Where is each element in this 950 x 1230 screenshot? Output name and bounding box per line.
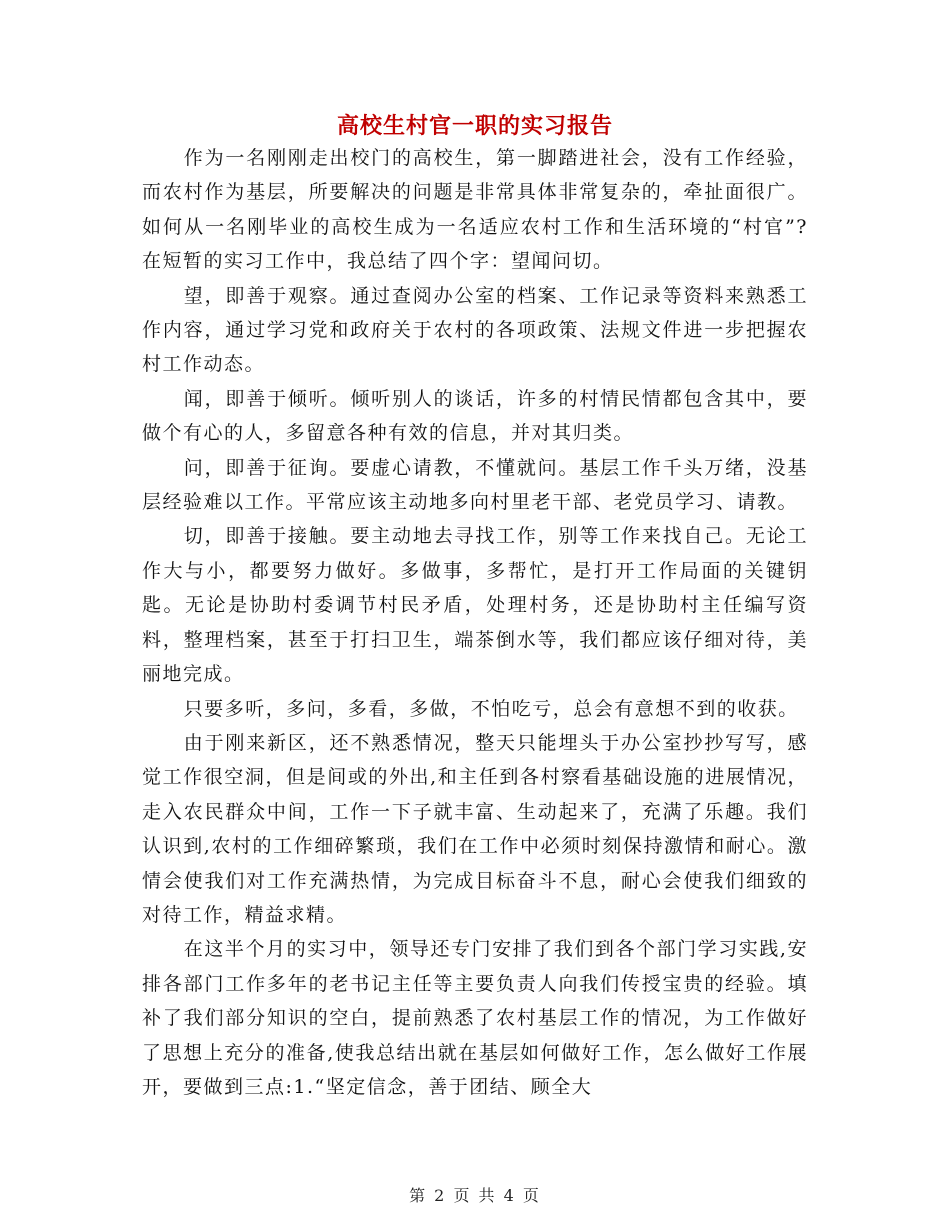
document-title: 高校生村官一职的实习报告 [336,113,613,139]
paragraph: 只要多听，多问，多看，多做，不怕吃亏，总会有意想不到的收获。 [183,697,799,720]
paragraph: 在这半个月的实习中，领导还专门安排了我们到各个部门学习实践,安排各部门工作多年的老书记主任等主要负责人向我们传授宝贵的经验。填补了我们部分知识的空白，提前熟悉了农村基层工作的情况，为工作做好了思想上充分的准备,使我总结出就在基层如何做好工作，怎么做好工作展开，要做到三点:1.“坚定信念，善于团结、顾全大 [142,938,808,1098]
paragraph: 问，即善于征询。要虚心请教，不懂就问。基层工作千头万绪，没基层经验难以工作。平常应该主动地多向村里老干部、老党员学习、请教。 [142,456,808,514]
paragraph: 望，即善于观察。通过查阅办公室的档案、工作记录等资料来熟悉工作内容，通过学习党和政府关于农村的各项政策、法规文件进一步把握农村工作动态。 [142,284,808,376]
paragraph: 作为一名刚刚走出校门的高校生，第一脚踏进社会，没有工作经验，而农村作为基层，所要解决的问题是非常具体非常复杂的，牵扯面很广。如何从一名刚毕业的高校生成为一名适应农村工作和生活环境的“村官”?在短暂的实习工作中，我总结了四个字：望闻问切。 [142,147,808,273]
page-number-footer: 第 2 页 共 4 页 [409,1186,541,1205]
paragraph: 切，即善于接触。要主动地去寻找工作，别等工作来找自己。无论工作大与小，都要努力做好。多做事，多帮忙，是打开工作局面的关键钥匙。无论是协助村委调节村民矛盾，处理村务，还是协助村主任编写资料，整理档案，甚至于打扫卫生，端茶倒水等，我们都应该仔细对待，美丽地完成。 [142,525,808,686]
paragraph: 闻，即善于倾听。倾听别人的谈话，许多的村情民情都包含其中，要做个有心的人，多留意各种有效的信息，并对其归类。 [142,387,808,445]
document-body [142,141,808,1104]
paragraph: 由于刚来新区，还不熟悉情况，整天只能埋头于办公室抄抄写写，感觉工作很空洞，但是间或的外出,和主任到各村察看基础设施的进展情况，走入农民群众中间，工作一下子就丰富、生动起来了，充满了乐趣。我们认识到,农村的工作细碎繁琐，我们在工作中必须时刻保持激情和耐心。激情会使我们对工作充满热情，为完成目标奋斗不息，耐心会使我们细致的对待工作，精益求精。 [142,731,808,926]
